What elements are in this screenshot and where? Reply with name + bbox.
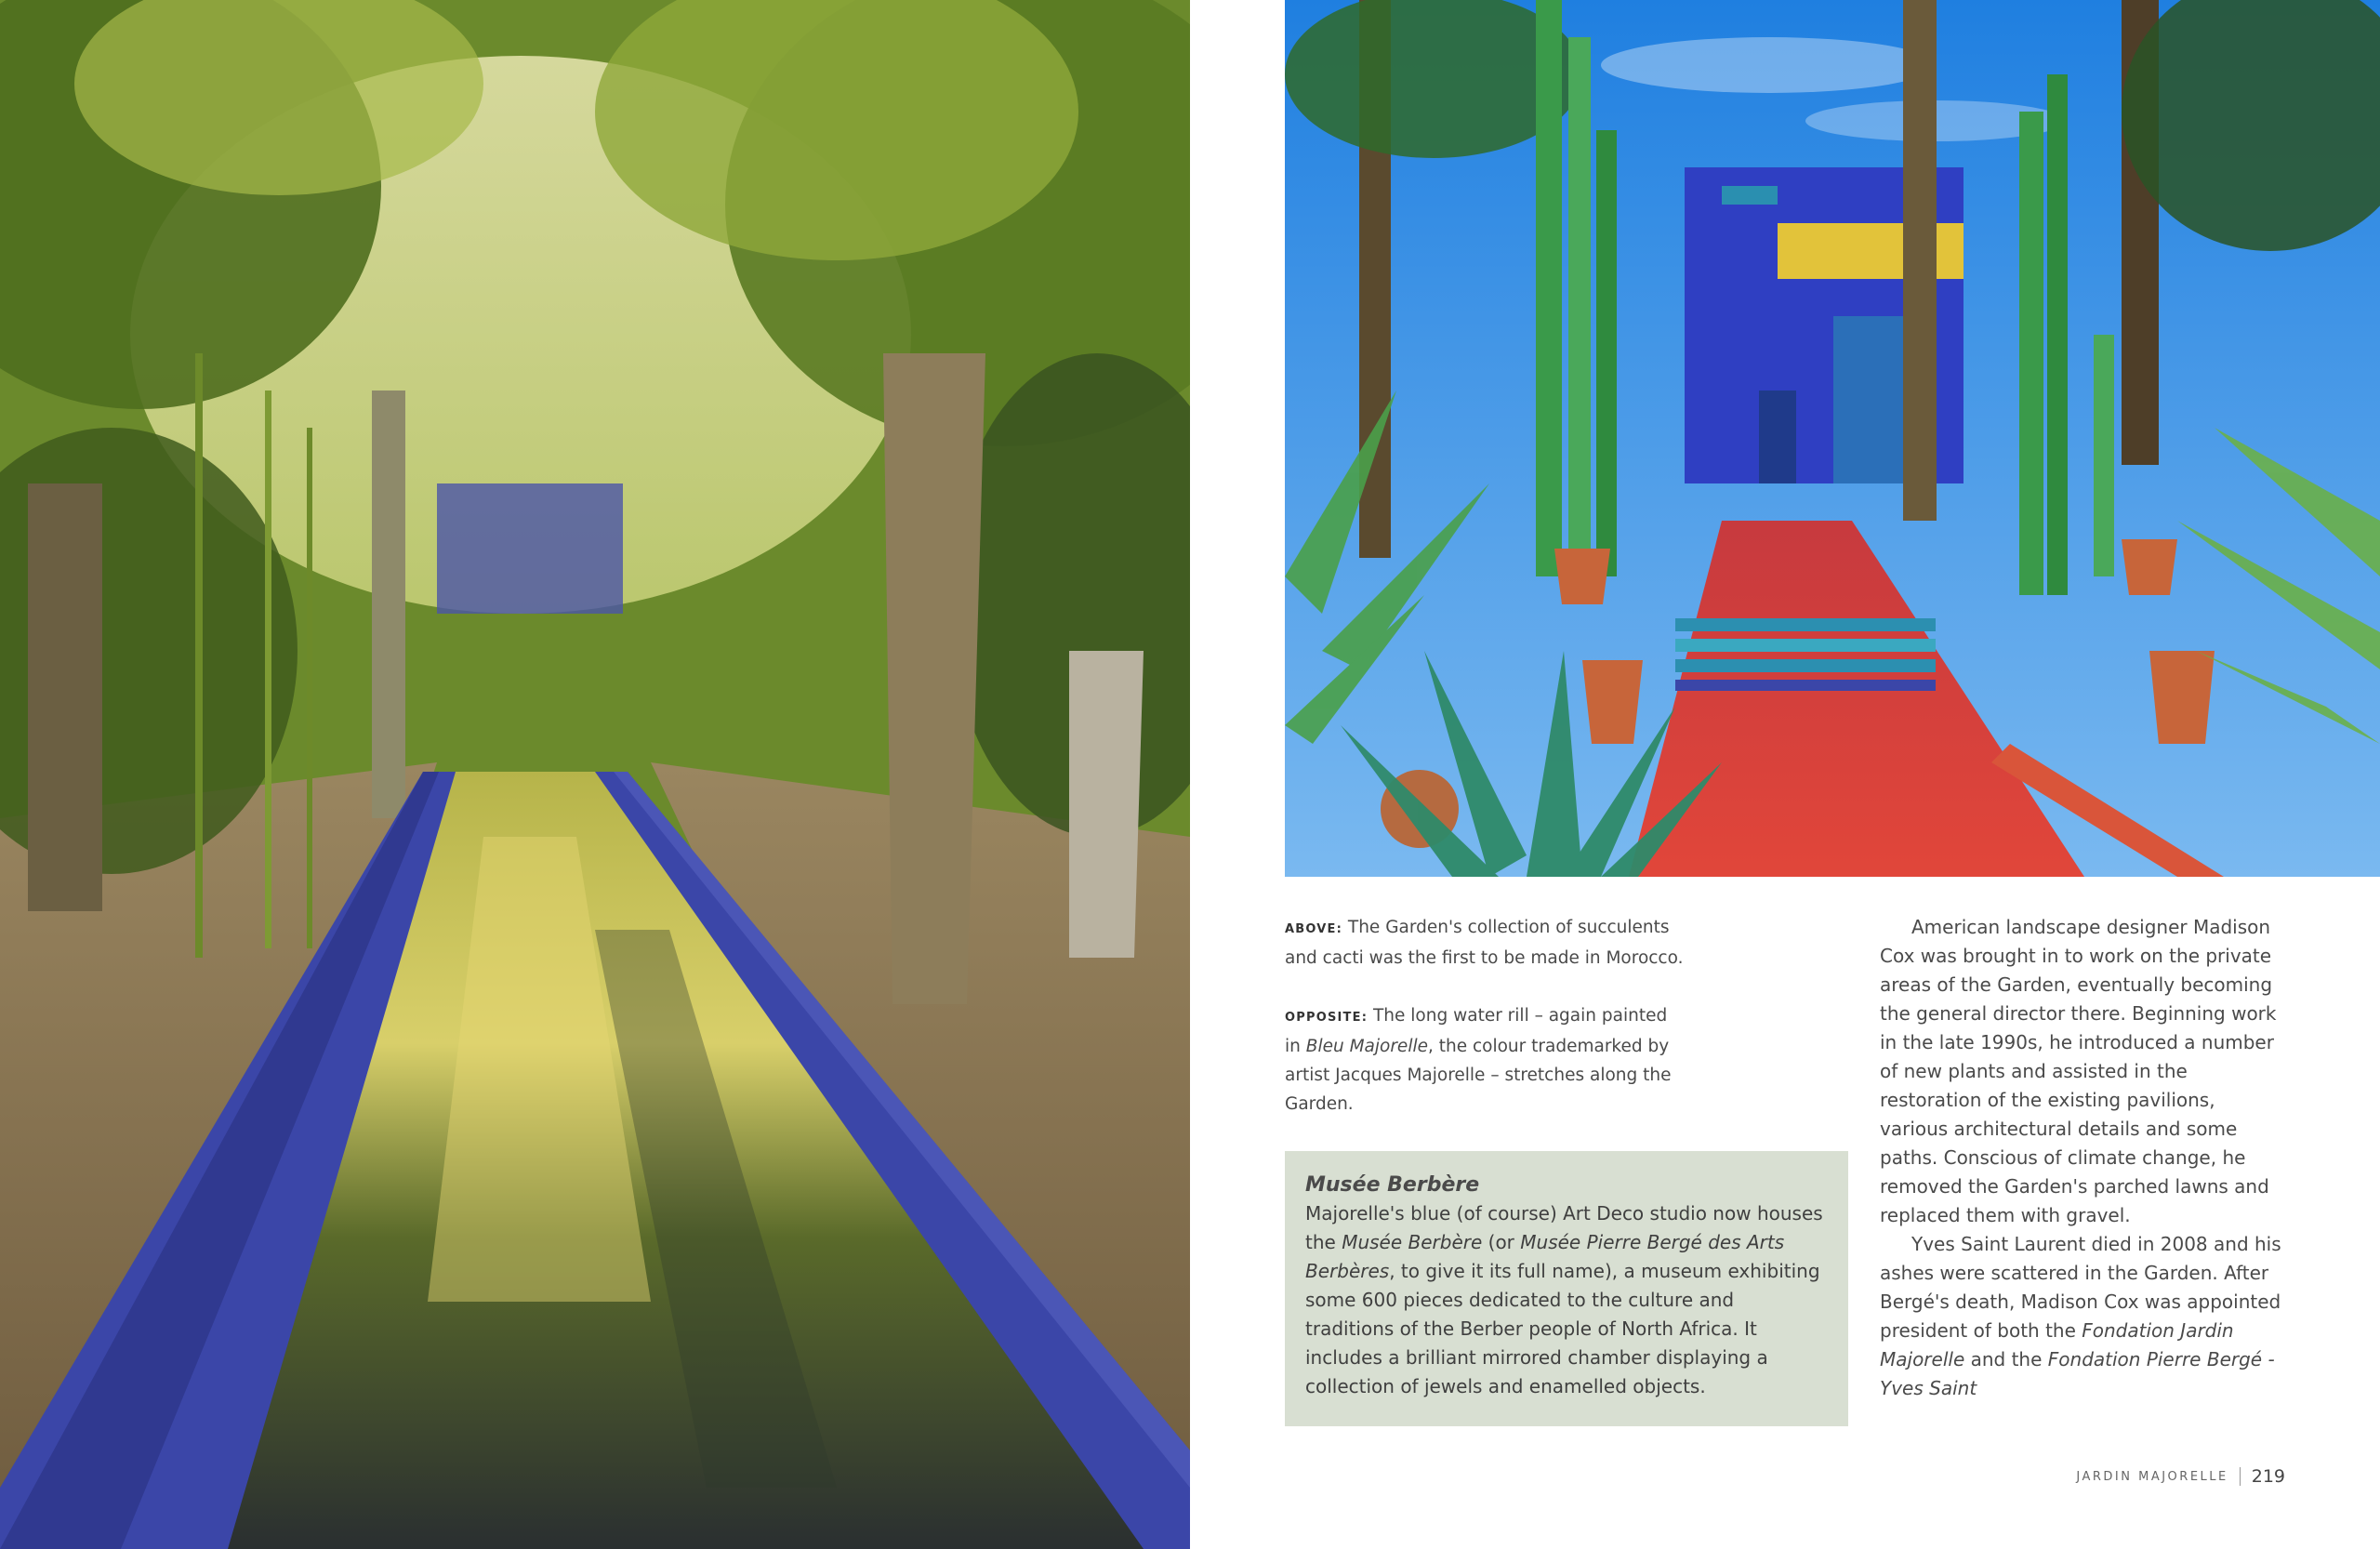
- caption-above: [1285, 913, 1685, 973]
- caption-above-label: ABOVE:: [1285, 922, 1343, 936]
- caption-opposite-text-2: , the colour trademarked by artist Jacques Majorelle – stretches along the Garden.: [1285, 1037, 1672, 1114]
- body-text-column: [1880, 913, 2289, 1403]
- caption-opposite: [1285, 1001, 1685, 1119]
- photo-captions: [1285, 913, 1685, 1147]
- caption-above-text: The Garden's collection of succulents and cacti was the first to be made in Morocco.: [1285, 918, 1684, 968]
- running-head: JARDIN MAJORELLE: [2076, 1469, 2228, 1484]
- sidebar-emphasis-2: Musée Pierre Bergé des Arts Berbères: [1305, 1231, 1785, 1282]
- body-paragraph-1: American landscape designer Madison Cox was brought in to work on the private areas of the Garden, eventually becoming the general director there. Beginning work in the late 1990s, he introduced a number of new plants and assisted in the restoration of the existing pavilions, various architectural details and some paths. Conscious of climate change, he removed the Garden's parched lawns and replaced them with gravel.: [1880, 916, 2277, 1226]
- sidebar-title: Musée Berbère: [1305, 1173, 1480, 1197]
- sidebar-box-musee-berbere: [1285, 1151, 1848, 1426]
- body-paragraph-2: [1880, 1230, 2289, 1403]
- body-p2-emphasis-2: Fondation Pierre Bergé - Yves Saint: [1880, 1348, 2275, 1399]
- sidebar-body: [1305, 1199, 1828, 1401]
- photo-succulent-garden: [1285, 0, 2380, 877]
- footer-divider: [2240, 1467, 2241, 1486]
- body-p2-text-2: and the: [1964, 1348, 2048, 1370]
- page-footer: [2076, 1466, 2285, 1487]
- caption-opposite-emphasis: Bleu Majorelle: [1305, 1037, 1428, 1056]
- sidebar-text-1: Majorelle's blue (of course) Art Deco studio now houses the: [1305, 1202, 1823, 1253]
- sidebar-text-2: (or: [1482, 1231, 1521, 1253]
- garden-villa-illustration: [1285, 0, 2380, 877]
- sidebar-text-3: , to give it its full name), a museum exhibiting some 600 pieces dedicated to the culture and traditions of the Berber people of North Africa. It includes a brilliant mirrored chamber displaying a collection of jewels and enamelled objects.: [1305, 1260, 1820, 1397]
- page-number: 219: [2251, 1466, 2285, 1487]
- body-p2-emphasis-1: Fondation Jardin Majorelle: [1880, 1319, 2234, 1370]
- caption-opposite-text-1: The long water rill – again painted in: [1285, 1006, 1668, 1056]
- sidebar-emphasis-1: Musée Berbère: [1342, 1231, 1483, 1253]
- caption-opposite-label: OPPOSITE:: [1285, 1011, 1368, 1025]
- body-p2-text-1: Yves Saint Laurent died in 2008 and his ashes were scattered in the Garden. After Bergé's death, Madison Cox was appointed president of both the: [1880, 1233, 2281, 1342]
